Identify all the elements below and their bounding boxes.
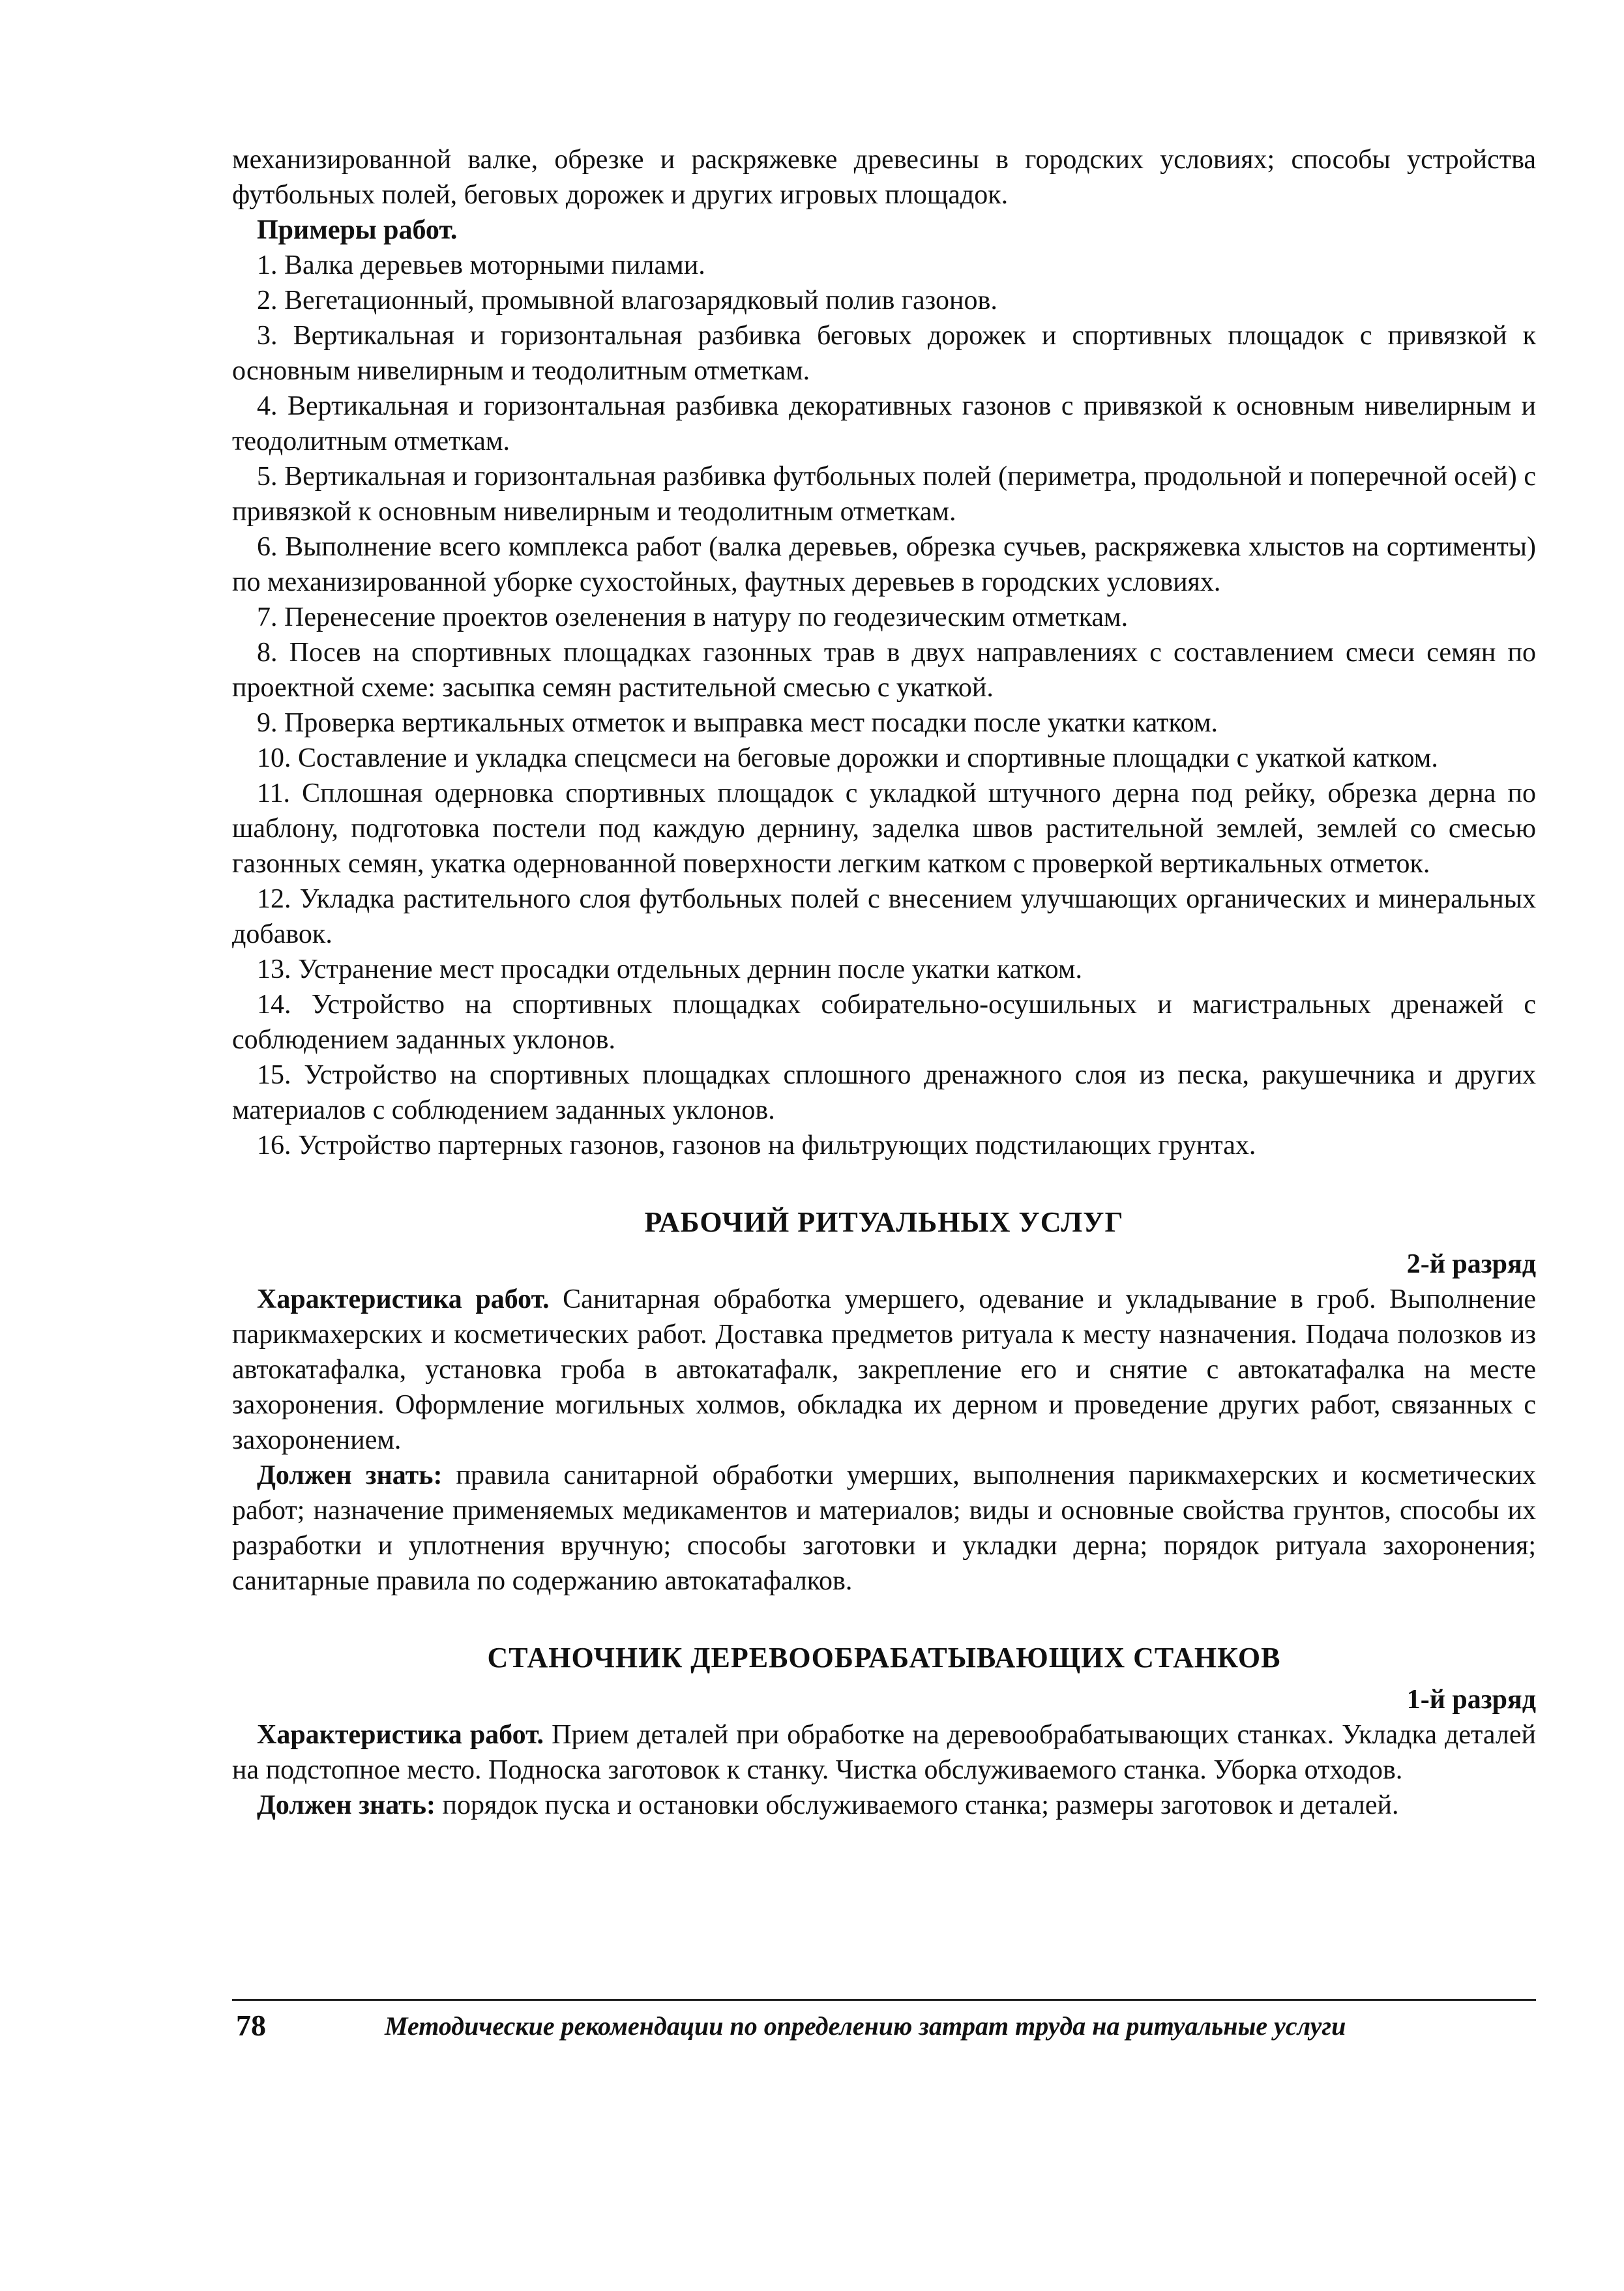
example-item: 14. Устройство на спортивных площадках собирательно-осушильных и магистральных дренажей с соблюдением заданных уклонов. <box>232 990 1536 1055</box>
example-item: 15. Устройство на спортивных площадках сплошного дренажного слоя из песка, ракушечника и других материалов с соблюдением заданных уклонов. <box>232 1060 1536 1125</box>
characteristics-text: Санитарная обработка умершего, одевание и укладывание в гроб. Выполнение парикмахерских и косметических работ. Доставка предметов ритуала к месту назначения. Подача полозков из автокатафалка, установка гроба в автокатафалк, закрепление его и снятие с автокатафалка на месте захоронения. Оформление могильных холмов, обкладка их дерном и проведение других работ, связанных с захоронением. <box>232 1284 1536 1455</box>
example-item: 13. Устранение мест просадки отдельных дернин после укатки катком. <box>257 954 1082 984</box>
grade-label: 1-й разряд <box>1406 1685 1536 1715</box>
knowledge-text: порядок пуска и остановки обслуживаемого станка; размеры заготовок и деталей. <box>435 1790 1399 1820</box>
grade-label: 2-й разряд <box>1406 1249 1536 1279</box>
example-item: 16. Устройство партерных газонов, газонов на фильтрующих подстилающих грунтах. <box>257 1131 1256 1160</box>
characteristics-text: Прием деталей при обработке на деревообрабатывающих станках. Укладка деталей на подстопное место. Подноска заготовок к станку. Чистка обслуживаемого станка. Уборка отходов. <box>232 1720 1536 1785</box>
work-characteristics <box>232 1717 1536 1788</box>
required-knowledge <box>232 1458 1536 1599</box>
example-item: 8. Посев на спортивных площадках газонных трав в двух направлениях с составлением смеси семян по проектной схеме: засыпка семян растительной смесью с укаткой. <box>232 638 1536 703</box>
example-item: 4. Вертикальная и горизонтальная разбивка декоративных газонов с привязкой к основным нивелирным и теодолитным отметкам. <box>232 391 1536 456</box>
knowledge-label: Должен знать: <box>257 1460 443 1490</box>
work-characteristics <box>232 1282 1536 1458</box>
running-footer-title: Методические рекомендации по определению затрат труда на ритуальные услуги <box>385 2011 1346 2041</box>
example-item: 6. Выполнение всего комплекса работ (валка деревьев, обрезка сучьев, раскряжевка хлыстов на сортименты) по механизированной уборке сухостойных, фаутных деревьев в городских условиях. <box>232 532 1536 597</box>
example-item: 3. Вертикальная и горизонтальная разбивка беговых дорожек и спортивных площадок с привязкой к основным нивелирным и теодолитным отметкам. <box>232 321 1536 386</box>
example-item: 7. Перенесение проектов озеленения в натуру по геодезическим отметкам. <box>257 602 1129 632</box>
footer-divider <box>232 1999 1536 2001</box>
examples-heading: Примеры работ. <box>257 215 458 245</box>
example-item: 1. Валка деревьев моторными пилами. <box>257 250 705 280</box>
characteristics-label: Характеристика работ. <box>257 1720 544 1750</box>
example-item: 5. Вертикальная и горизонтальная разбивка футбольных полей (периметра, продольной и поперечной осей) с привязкой к основным нивелирным и теодолитным отметкам. <box>232 462 1536 527</box>
example-item: 11. Сплошная одерновка спортивных площадок с укладкой штучного дерна под рейку, обрезка дерна по шаблону, подготовка постели под каждую дернину, заделка швов растительной землей, землей со смесью газонных семян, укатка одернованной поверхности легким катком с проверкой вертикальных отметок. <box>232 778 1536 879</box>
knowledge-text: правила санитарной обработки умерших, выполнения парикмахерских и косметических работ; назначение применяемых медикаментов и материалов; виды и основные свойства грунтов, способы их разработки и уплотнения вручную; способы заготовки и укладки дерна; порядок ритуала захоронения; санитарные правила по содержанию автокатафалков. <box>232 1460 1537 1596</box>
continuation-paragraph: механизированной валке, обрезке и раскряжевке древесины в городских условиях; способы устройства футбольных полей, беговых дорожек и других игровых площадок. <box>232 145 1536 210</box>
section-title-machine-operator: СТАНОЧНИК ДЕРЕВООБРАБАТЫВАЮЩИХ СТАНКОВ <box>487 1642 1281 1674</box>
section-title-ritual-worker: РАБОЧИЙ РИТУАЛЬНЫХ УСЛУГ <box>644 1206 1124 1238</box>
page-content <box>232 142 1536 1823</box>
example-item: 10. Составление и укладка спецсмеси на беговые дорожки и спортивные площадки с укаткой катком. <box>257 743 1438 773</box>
example-item: 2. Вегетационный, промывной влагозарядковый полив газонов. <box>257 286 997 316</box>
required-knowledge <box>232 1788 1536 1823</box>
characteristics-label: Характеристика работ. <box>257 1284 550 1314</box>
example-item: 9. Проверка вертикальных отметок и выправка мест посадки после укатки катком. <box>257 708 1218 738</box>
example-item: 12. Укладка растительного слоя футбольных полей с внесением улучшающих органических и минеральных добавок. <box>232 884 1536 949</box>
knowledge-label: Должен знать: <box>257 1790 436 1820</box>
page-number: 78 <box>236 2009 266 2042</box>
